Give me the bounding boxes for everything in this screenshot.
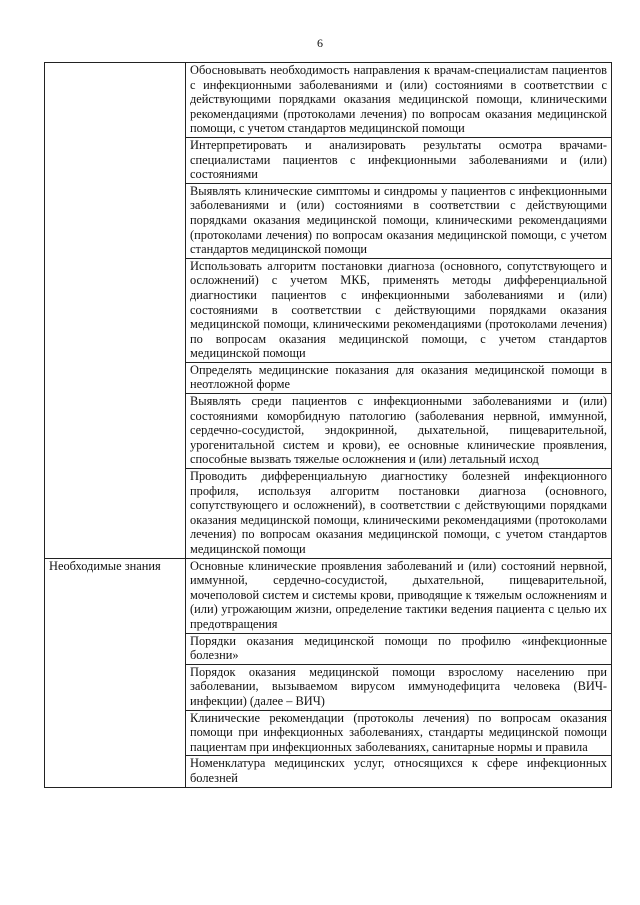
table-row bbox=[45, 558, 612, 633]
table-cell: Порядок оказания медицинской помощи взрослому населению при заболевании, вызываемом вирусом иммунодефицита человека (ВИЧ-инфекции) (далее – ВИЧ) bbox=[186, 664, 612, 710]
table-cell: Проводить дифференциальную диагностику болезней инфекционного профиля, используя алгоритм постановки диагноза (основного, сопутствующего и осложнений), в соответствии с действующими порядками оказания медицинской помощи, клиническими рекомендациями (протоколами лечения) по вопросам оказания медицинской помощи, с учетом стандартов медицинской помощи bbox=[186, 469, 612, 559]
table-row bbox=[45, 63, 612, 138]
table-cell: Клинические рекомендации (протоколы лечения) по вопросам оказания помощи при инфекционных заболеваниях, стандарты медицинской помощи пациентам при инфекционных заболеваниях, санитарные нормы и правила bbox=[186, 710, 612, 756]
table-cell: Выявлять среди пациентов с инфекционными заболеваниями и (или) состояниями коморбидную патологию (заболевания нервной, иммунной, сердечно-сосудистой, эндокринной, дыхательной, пищеварительной, урогенитальной систем и крови), ее основные клинические проявления, способные вызвать тяжелые осложнения и (или) летальный исход bbox=[186, 394, 612, 469]
table-cell: Номенклатура медицинских услуг, относящихся к сфере инфекционных болезней bbox=[186, 756, 612, 787]
table-cell: Выявлять клинические симптомы и синдромы у пациентов с инфекционными заболеваниями и (или) состояниями в соответствии с действующими порядками оказания медицинской помощи, клиническими рекомендациями (протоколами лечения) по вопросам оказания медицинской помощи, с учетом стандартов медицинской помощи bbox=[186, 183, 612, 258]
table-cell: Интерпретировать и анализировать результаты осмотра врачами-специалистами пациентов с инфекционными заболеваниями и (или) состояниями bbox=[186, 137, 612, 183]
table-cell: Порядки оказания медицинской помощи по профилю «инфекционные болезни» bbox=[186, 633, 612, 664]
table-cell: Определять медицинские показания для оказания медицинской помощи в неотложной форме bbox=[186, 362, 612, 393]
section-label-skills bbox=[45, 63, 186, 559]
table-cell: Обосновывать необходимость направления к врачам-специалистам пациентов с инфекционными заболеваниями и (или) состояниями в соответствии с действующими порядками оказания медицинской помощи, клиническими рекомендациями (протоколами лечения) по вопросам оказания медицинской помощи, с учетом стандартов медицинской помощи bbox=[186, 63, 612, 138]
page-number: 6 bbox=[317, 36, 323, 50]
table-cell: Основные клинические проявления заболеваний и (или) состояний нервной, иммунной, сердечно-сосудистой, дыхательной, пищеварительной, мочеполовой систем и системы крови, приводящие к тяжелым осложнениям и (или) угрожающим жизни, определение тактики ведения пациента с целью их предотвращения bbox=[186, 558, 612, 633]
requirements-table bbox=[44, 62, 612, 788]
section-label-knowledge: Необходимые знания bbox=[45, 558, 186, 787]
table-cell: Использовать алгоритм постановки диагноза (основного, сопутствующего и осложнений) с учетом МКБ, применять методы дифференциальной диагностики пациентов с инфекционными заболеваниями и (или) состояниями в соответствии с действующими порядками оказания медицинской помощи, клиническими рекомендациями (протоколами лечения) по вопросам оказания медицинской помощи, с учетом стандартов медицинской помощи bbox=[186, 258, 612, 362]
